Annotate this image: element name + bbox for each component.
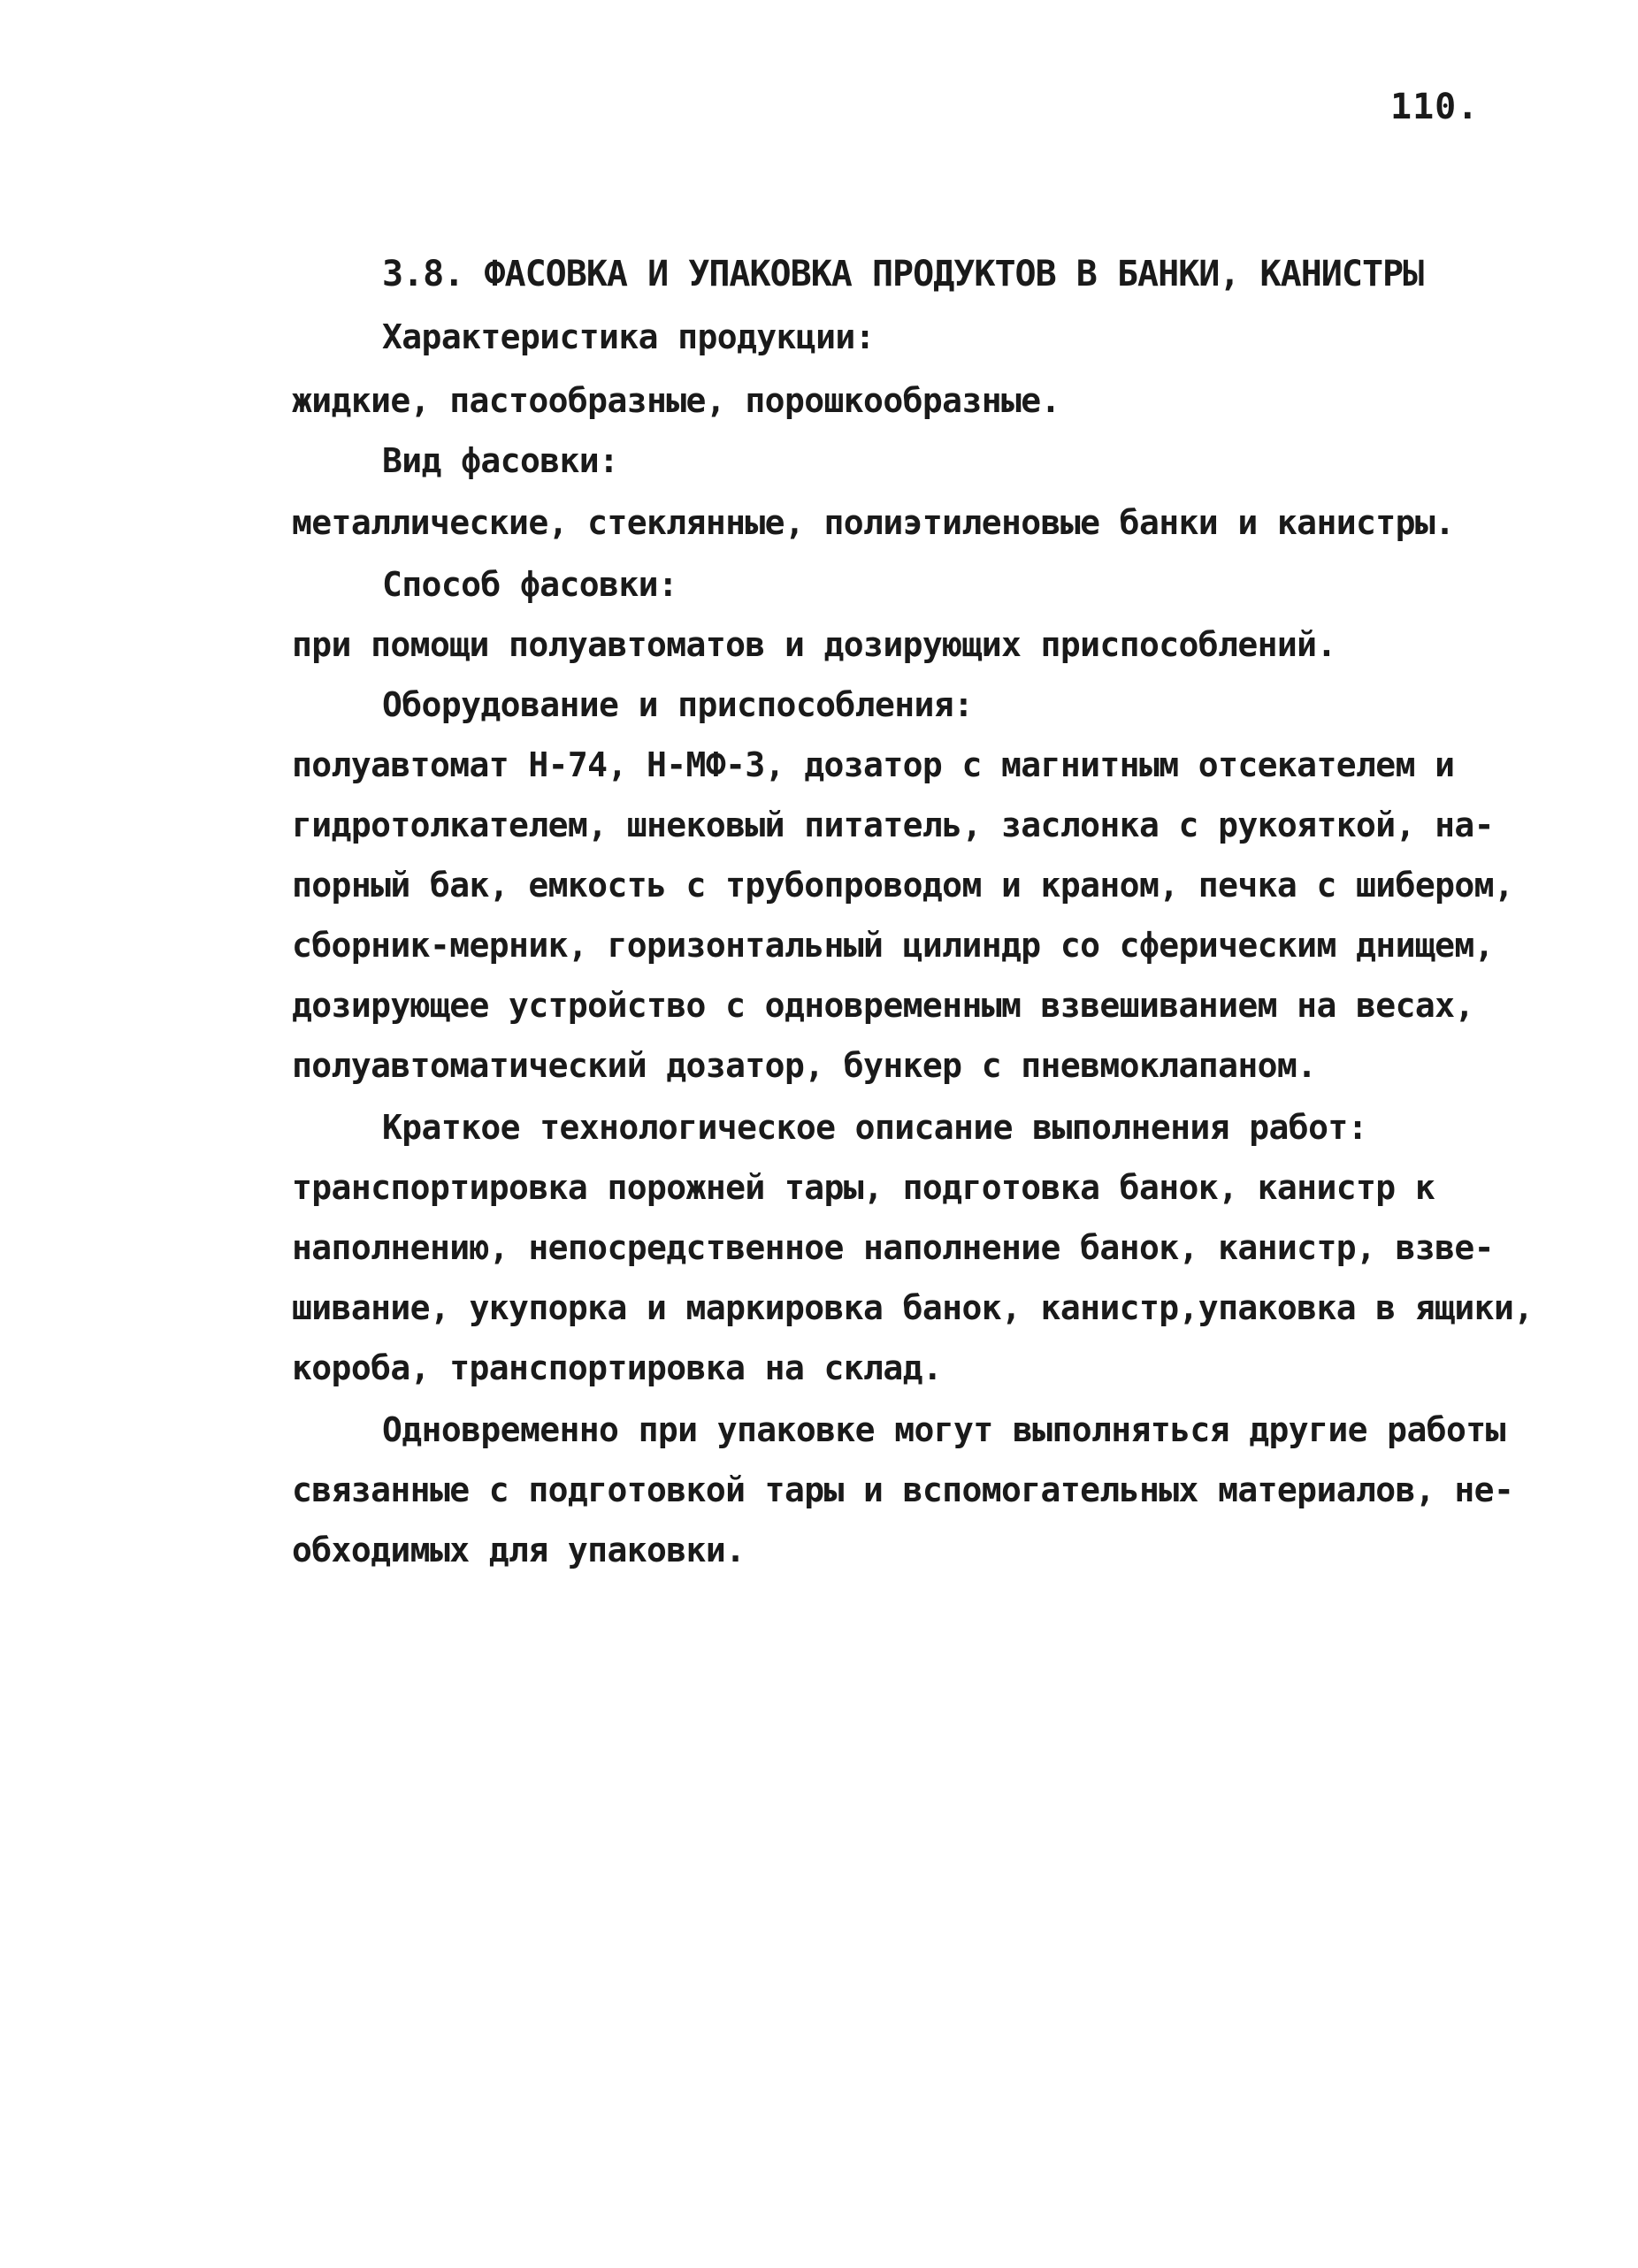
- additional-paragraph-start: Одновременно при упаковке могут выполняться другие работы: [382, 1410, 1505, 1449]
- page-number: 110.: [1390, 87, 1480, 127]
- equipment-line: гидротолкателем, шнековый питатель, заслонка с рукояткой, на-: [292, 806, 1494, 844]
- method-label: Способ фасовки:: [382, 565, 678, 604]
- description-line: шивание, укупорка и маркировка банок, канистр,упаковка в ящики,: [292, 1288, 1534, 1327]
- equipment-label: Оборудование и приспособления:: [382, 685, 974, 724]
- description-line: короба, транспортировка на склад.: [292, 1348, 943, 1387]
- packing-type-text: металлические, стеклянные, полиэтиленовые банки и канистры.: [292, 503, 1455, 542]
- description-line: транспортировка порожней тары, подготовка банок, канистр к: [292, 1168, 1435, 1207]
- equipment-line: полуавтоматический дозатор, бункер с пневмоклапаном.: [292, 1046, 1317, 1085]
- description-label: Краткое технологическое описание выполнения работ:: [382, 1108, 1367, 1147]
- product-text: жидкие, пастообразные, порошкообразные.: [292, 381, 1060, 420]
- equipment-line: полуавтомат Н-74, Н-МФ-3, дозатор с магнитным отсекателем и: [292, 745, 1455, 784]
- equipment-line: дозирующее устройство с одновременным взвешиванием на весах,: [292, 986, 1474, 1025]
- section-heading: 3.8. ФАСОВКА И УПАКОВКА ПРОДУКТОВ В БАНКИ, КАНИСТРЫ: [382, 254, 1424, 294]
- packing-type-label: Вид фасовки:: [382, 441, 619, 480]
- description-line: наполнению, непосредственное наполнение банок, канистр, взве-: [292, 1228, 1494, 1267]
- method-text: при помощи полуавтоматов и дозирующих приспособлений.: [292, 625, 1336, 664]
- additional-line: связанные с подготовкой тары и вспомогательных материалов, не-: [292, 1470, 1514, 1509]
- equipment-line: порный бак, емкость с трубопроводом и краном, печка с шибером,: [292, 866, 1514, 905]
- product-label: Характеристика продукции:: [382, 317, 875, 356]
- equipment-line: сборник-мерник, горизонтальный цилиндр со сферическим днищем,: [292, 926, 1494, 965]
- additional-line: обходимых для упаковки.: [292, 1531, 746, 1569]
